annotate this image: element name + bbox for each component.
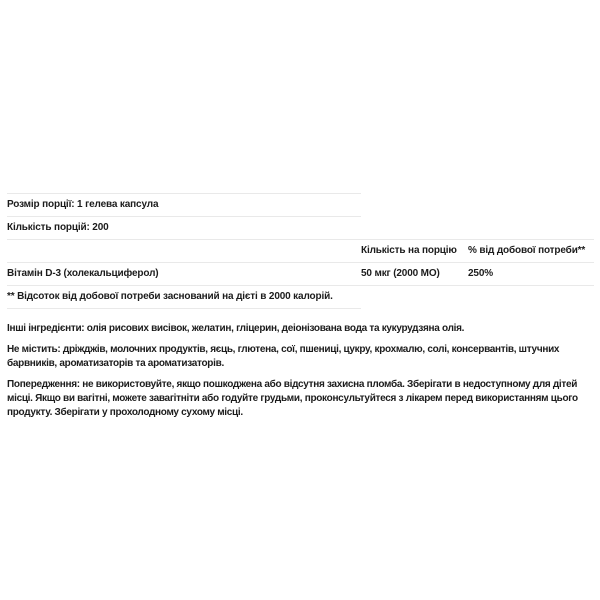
serving-size-row <box>7 194 594 217</box>
empty-cell <box>361 286 468 309</box>
amount-per-serving-header: Кількість на порцію <box>361 240 468 263</box>
footnote-row <box>7 286 594 309</box>
empty-cell <box>361 217 468 240</box>
supplement-facts-section <box>7 193 594 420</box>
daily-value-footnote: ** Відсоток від добової потреби заснований на дієті в 2000 калорій. <box>7 286 361 309</box>
daily-value-header: % від добової потреби** <box>468 240 594 263</box>
serving-size-text: Розмір порції: 1 гелева капсула <box>7 194 361 217</box>
nutrient-daily-value: 250% <box>468 263 594 286</box>
nutrient-amount: 50 мкг (2000 МО) <box>361 263 468 286</box>
empty-cell <box>468 194 594 217</box>
empty-cell <box>361 194 468 217</box>
nutrient-row <box>7 263 594 286</box>
other-ingredients-text: Інші інгредієнти: олія рисових висівок, желатин, гліцерин, деіонізована вода та кукурудзяна олія. <box>7 323 465 334</box>
empty-cell <box>7 240 361 263</box>
servings-count-row <box>7 217 594 240</box>
nutrient-name: Вітамін D-3 (холекальциферол) <box>7 263 361 286</box>
table-header-row <box>7 240 594 263</box>
warning-text: Попередження: не використовуйте, якщо пошкоджена або відсутня захисна пломба. Зберігати в недоступному для дітей місці. Якщо ви вагітні, можете завагітніти або годуйте грудьми, проконсультуйтеся з лікарем перед використанням цього продукту. Зберігати у прохолодному сухому місці. <box>7 379 578 418</box>
supplement-facts-table <box>7 193 594 309</box>
empty-cell <box>468 286 594 309</box>
empty-cell <box>468 217 594 240</box>
servings-count-text: Кількість порцій: 200 <box>7 217 361 240</box>
contains-no-text: Не містить: дріжджів, молочних продуктів, яєць, глютена, сої, пшениці, цукру, крохмалю, солі, консервантів, штучних барвників, ароматизаторів та ароматизаторів. <box>7 344 560 369</box>
ingredient-info-block <box>7 322 594 420</box>
